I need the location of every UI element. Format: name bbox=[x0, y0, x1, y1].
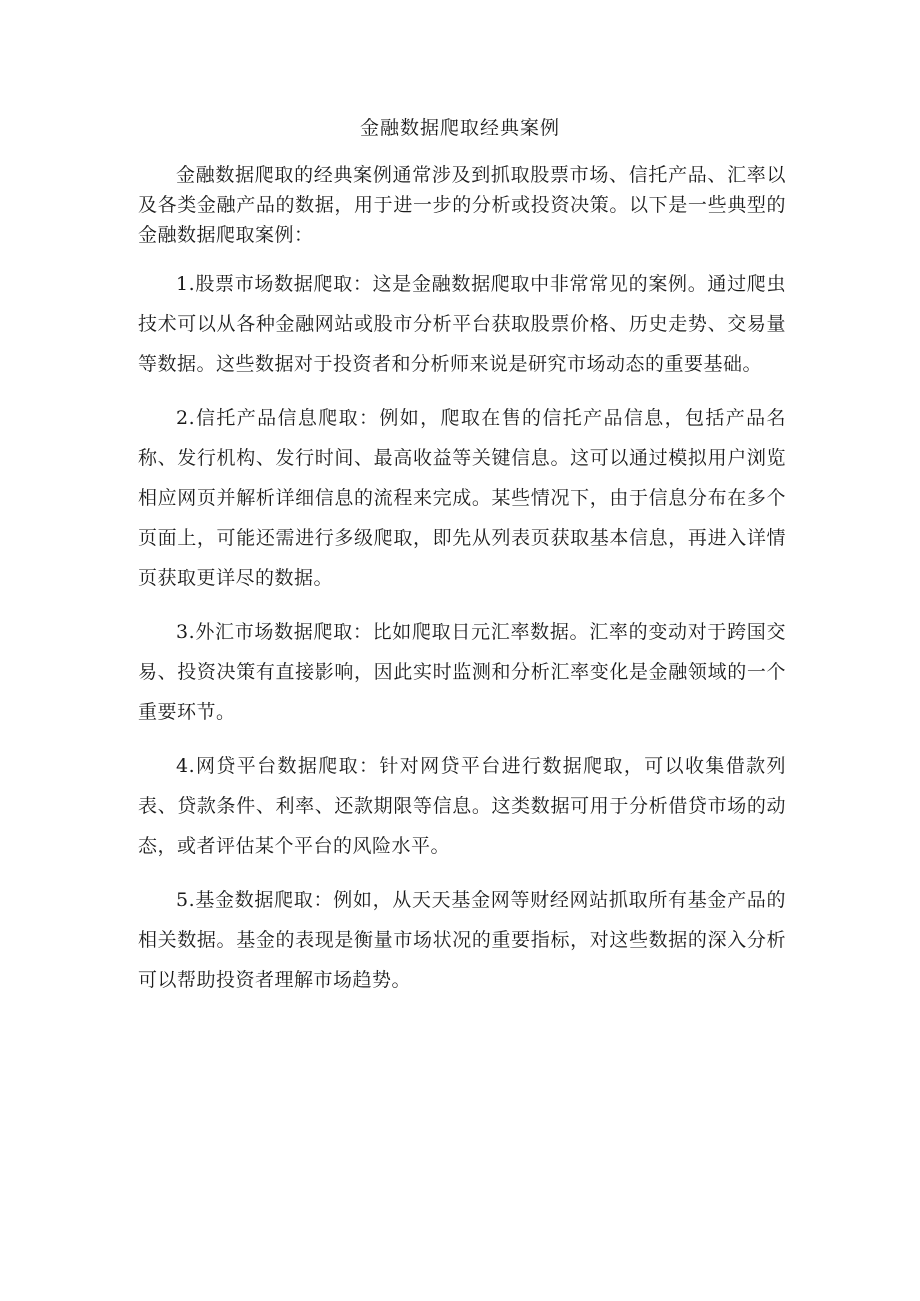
case-number: 5 bbox=[176, 889, 189, 911]
case-number: 2 bbox=[176, 407, 189, 429]
case-number: 1 bbox=[176, 273, 189, 295]
case-text: .信托产品信息爬取：例如，爬取在售的信托产品信息，包括产品名称、发行机构、发行时间、最高收益等关键信息。这可以通过模拟用户浏览相应网页并解析详细信息的流程来完成。某些情况下，由于信息分布在多个页面上，可能还需进行多级爬取，即先从列表页获取基本信息，再进入详情页获取更详尽的数据。 bbox=[138, 407, 786, 589]
case-paragraph-3 bbox=[138, 612, 786, 732]
case-text: .外汇市场数据爬取：比如爬取日元汇率数据。汇率的变动对于跨国交易、投资决策有直接影响，因此实时监测和分析汇率变化是金融领域的一个重要环节。 bbox=[138, 621, 786, 723]
document-body bbox=[138, 160, 786, 1000]
case-number: 4 bbox=[176, 755, 189, 777]
document-title: 金融数据爬取经典案例 bbox=[359, 117, 560, 139]
case-paragraph-2 bbox=[138, 398, 786, 598]
case-paragraph-5 bbox=[138, 880, 786, 1000]
case-paragraph-4 bbox=[138, 746, 786, 866]
case-paragraph-1 bbox=[138, 264, 786, 384]
case-text: .网贷平台数据爬取：针对网贷平台进行数据爬取，可以收集借款列表、贷款条件、利率、还款期限等信息。这类数据可用于分析借贷市场的动态，或者评估某个平台的风险水平。 bbox=[138, 755, 786, 857]
case-text: .股票市场数据爬取：这是金融数据爬取中非常常见的案例。通过爬虫技术可以从各种金融网站或股市分析平台获取股票价格、历史走势、交易量等数据。这些数据对于投资者和分析师来说是研究市场动态的重要基础。 bbox=[138, 273, 786, 375]
intro-paragraph: 金融数据爬取的经典案例通常涉及到抓取股票市场、信托产品、汇率以及各类金融产品的数据，用于进一步的分析或投资决策。以下是一些典型的金融数据爬取案例： bbox=[138, 164, 786, 246]
case-number: 3 bbox=[176, 621, 189, 643]
case-text: .基金数据爬取：例如，从天天基金网等财经网站抓取所有基金产品的相关数据。基金的表现是衡量市场状况的重要指标，对这些数据的深入分析可以帮助投资者理解市场趋势。 bbox=[138, 889, 786, 991]
